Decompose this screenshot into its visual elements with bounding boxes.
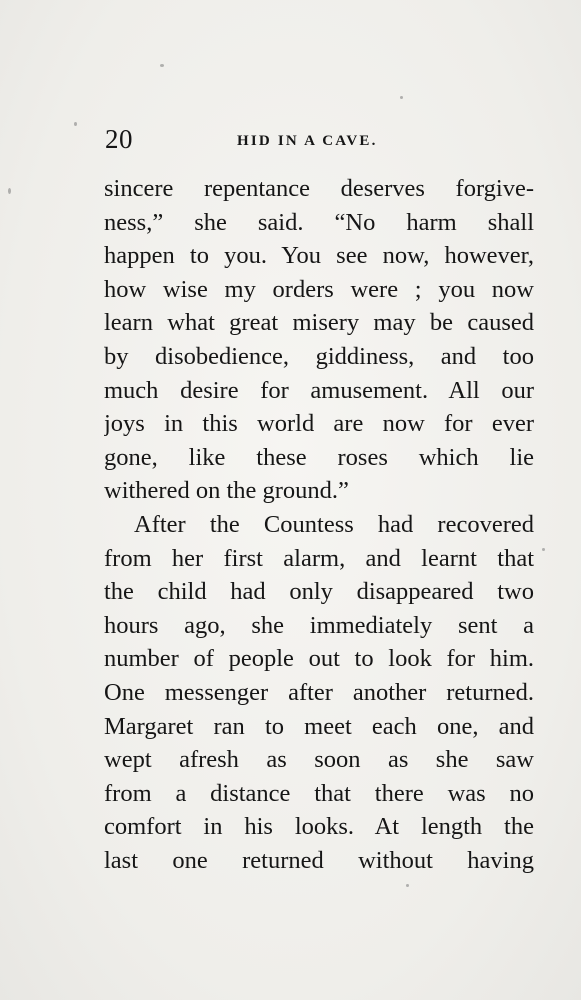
text-line: last one returned without having [104,846,534,874]
text-line: much desire for amusement. All our [104,376,534,404]
text-line: from her first alarm, and learnt that [104,544,534,572]
text-line: hours ago, she immediately sent a [104,611,534,639]
paper-speck [8,188,11,194]
text-line: how wise my orders were ; you now [104,275,534,303]
text-line: ness,” she said. “No harm shall [104,208,534,236]
text-line: After the Countess had recovered [134,510,534,538]
paragraph [104,508,534,878]
text-line: comfort in his looks. At length the [104,813,534,841]
text-line: withered on the ground.” [104,477,349,505]
text-line: by disobedience, giddiness, and too [104,342,534,370]
paper-speck [400,96,403,99]
text-line: from a distance that there was no [104,779,534,807]
text-line: learn what great misery may be caused [104,309,534,337]
page-header [105,122,535,156]
running-title: HID IN A CAVE. [237,133,378,149]
text-line: number of people out to look for him. [104,645,534,673]
page-number: 20 [105,124,133,154]
body-text [104,172,534,877]
paper-speck [160,64,164,67]
text-line: joys in this world are now for ever [104,410,534,438]
text-line: gone, like these roses which lie [104,443,534,471]
text-line: sincere repentance deserves forgive- [104,175,534,202]
text-line: Margaret ran to meet each one, and [104,712,534,740]
paper-speck [542,548,545,551]
text-line: happen to you. You see now, however, [104,242,534,270]
text-line: wept afresh as soon as she saw [104,746,534,774]
text-line: the child had only disappeared two [104,578,534,606]
paper-speck [406,884,409,887]
text-line: One messenger after another returned. [104,678,534,706]
paper-speck [74,122,77,126]
paragraph [104,172,534,508]
